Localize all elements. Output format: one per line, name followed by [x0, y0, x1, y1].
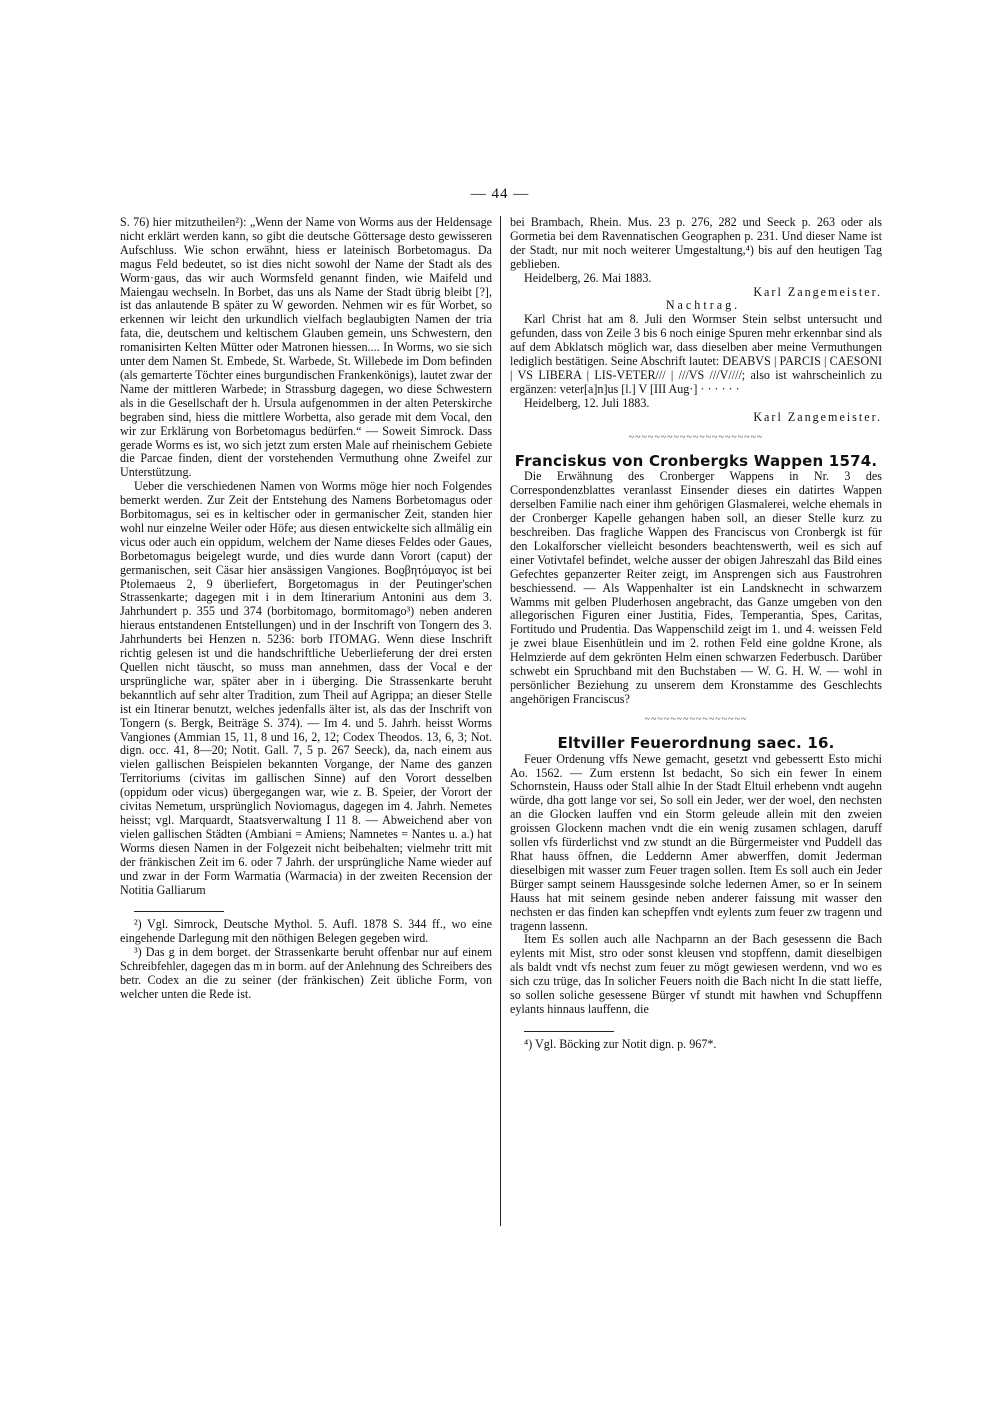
footnote: ³) Das g in dem borget. der Strassenkarte beruht offenbar nur auf einem Schreibfehler, dagegen das m in borm. auf der Anlehnung des Schreibers des betr. Codex an die zu seiner (der fränkischen) Zeit übliche Form, von welcher unten die Rede ist.	[120, 945, 492, 1001]
section-title: Eltviller Feuerordnung saec. 16.	[557, 733, 835, 752]
page-number: — 44 —	[470, 186, 530, 202]
paragraph: Ueber die verschiedenen Namen von Worms möge hier noch Folgendes bemerkt werden. Zur Zeit der Entstehung des Namens Borbetomagus oder Borbitomagus, sei es in keltischer oder in germanischer Zeit, standen hier wohl nur einzelne Weiler oder Höfe; aus diesen entwickelte sich allmälig ein vicus oder auch ein oppidum, welchem der Name dieses Feldes oder Gaues, Borbetomagus beigelegt wurde, und dies wurde dann Vorort (caput) der germanischen, seit Cäsar hier ansässigen Vangiones. Βοϱβητόμαγος ist bei Ptolemaeus 2, 9 überliefert, Borgetomagus in der Peutinger'schen Strassenkarte; dagegen mit i in dem Itinerarium Antonini aus dem 3. Jahrhundert p. 355 und 374 (borbitomago, bormitomago³) neben anderen hieraus entstandenen Entstellungen) und in der Inschrift von Tongern des 3. Jahrhunderts bei Henzen n. 5236: borb ITOMAG. Wenn diese Inschrift richtig gelesen ist und die handschriftliche Ueberlieferung der drei ersten Quellen nicht täuscht, so muss man annehmen, dass der Vocal e der ursprüngliche war, später aber in i überging. Die Strassenkarte beruht bekanntlich auf sehr alter Tradition, zum Theil auf Agrippa; an dieser Stelle ist ein Itinerar benutzt, welches jedenfalls älter ist, als das der Inschrift von Tongern (s. Bergk, Beiträge S. 374). — Im 4. und 5. Jahrh. heisst Worms Vangiones (Ammian 15, 11, 8 und 16, 2, 12; Codex Theodos. 13, 6, 3; Not. dign. occ. 41, 8—20; Notit. Gall. 7, 5 p. 267 Seeck), da, nach einem aus vielen gallischen Beispielen bekannten Vorgange, der Name des ganzen Territoriums (civitas im gallischen Sinne) auf den Vorort desselben (oppidum oder vicus) übergegangen war, wie z. B. Speier, der Vorort der civitas Nemetum, ursprünglich Noviomagus, dagegen im 4. Jahrh. Nemetes heisst; vgl. Marquardt, Staatsverwaltung I 11 8. — Abweichend aber von vielen gallischen Städten (Ambiani = Amiens; Namnetes = Nantes u. a.) hat Worms diesen Namen in der Folgezeit nicht beibehalten; vielmehr tritt mit der fränkischen Zeit im 6. oder 7 Jahrh. der ursprüngliche Name wieder auf und zwar in der Form Warmatia (Warmacia) in der zweiten Recension der Notitia Galliarum	[120, 479, 492, 897]
nachtrag-heading: Nachtrag.	[665, 298, 741, 313]
separator-ornament: ~~~~~~~~~~~~~~~~~~~~~	[628, 431, 764, 443]
footnote-rule	[134, 911, 224, 912]
dateline: Heidelberg, 26. Mai 1883.	[524, 270, 652, 285]
footnotes	[510, 1038, 882, 1052]
signature: Karl Zangemeister.	[753, 284, 882, 299]
footnote: ⁴) Vgl. Böcking zur Notit dign. p. 967*.	[524, 1036, 717, 1051]
paragraph: Die Erwähnung des Cronberger Wappens in Nr. 3 des Correspondenzblattes veranlasst Einsender dieses ein datirtes Wappen derselben Familie nach einer ihm gehörigen Glasmalerei, welche ehemals in der Cronberger Kapelle gehangen haben soll, an dieser Stelle kurz zu beschreiben. Das fragliche Wappen des Franciscus von Cronbergk ist für den Lokalforscher vielleicht besonders beachtenswerth, weil es sich auf einer Votivtafel befindet, welche ausser der obigen Jahreszahl das Bild eines Gefechtes gepanzerter Reiter zeigt, im Ansprengen sich aus Faustrohren beschiessend. — Als Wappenhalter ist ein Landsknecht in schwarzem Wamms mit gelben Pluderhosen angebracht, das Ganze umgeben von den allegorischen Figuren einer Justitia, Fides, Temperantia, Spes, Caritas, Fortitudo und Prudentia. Das Wappenschild zeigt im 1. und 4. weissen Feld je zwei blaue Eisenhütlein und im 2. rothen Feld eine goldne Krone, als Helmzierde auf dem gekrönten Helm einen schwarzen Federbusch. Darüber schwebt ein Spruchband mit den Buchstaben — W. G. H. W. — wohl in persönlicher Beziehung zu unserem dem Kronstamme des Geschlechts angehörigen Franciscus?	[510, 469, 882, 706]
footnote: ²) Vgl. Simrock, Deutsche Mythol. 5. Aufl. 1878 S. 344 ff., wo eine eingehende Darlegung mit den nöthigen Belegen gegeben wird.	[120, 917, 492, 946]
paragraph: bei Brambach, Rhein. Mus. 23 p. 276, 282 und Seeck p. 263 oder als Gormetia bei dem Ravennatischen Geographen p. 231. Und dieser Name ist der Stadt, nur mit noch weiterer Umgestaltung,⁴) bis auf den heutigen Tag geblieben.	[510, 215, 882, 271]
section-title: Franciskus von Cronbergks Wappen 1574.	[514, 451, 878, 470]
left-column	[120, 216, 492, 1002]
footnotes	[120, 918, 492, 1001]
paragraph: Karl Christ hat am 8. Juli den Wormser Stein selbst untersucht und gefunden, dass von Zeile 3 bis 6 noch einige Spuren mehr erkennbar sind als auf dem Abklatsch möglich war, dass dieselben aber meine Vermuthungen lediglich bestätigen. Seine Abschrift lautet: DEABVS | PARCIS | CAESONI | VS LIBERA | LIS-VETER/// | ///VS ///V////; also ist wahrscheinlich zu ergänzen: veter[a]n]us [l.] V [III Aug·] · · · · · ·	[510, 312, 882, 396]
separator-ornament: ~~~~~~~~~~~~~~~~	[644, 713, 748, 725]
right-column	[510, 216, 882, 1052]
paragraph: Feuer Ordenung vffs Newe gemacht, gesetzt vnd gebessertt Esto michi Ao. 1562. — Zum erstenn Ist bedacht, So sich ein fewer In einem Schornstein, Hauss oder Stall alhie In der Stadt Eltuil erhebenn vndt augehn würde, dha gott lange vor sei, So soll ein Jeder, wer der woel, den nechsten an die Glocken lauffen vnd ein Storm geleude allein mit den zweien groissen Glockenn machen vndt die ein wenig zusamen schlagen, daruff sollen vfs fürderlichst vnd zw stundt an die Bürgermeister vnd Puddell das Rhat hauss öffnen, die Leddernn Amer abwerffen, domit Jederman dieselbigen mit wasser zum Feuer tragen sollen. Item Es soll auch ein Jeder Bürger sampt seinem Haussgesinde solche ledernen Amer, so er In seinem Hauss hat mit seinem gesinde neben anderer faissung mit wasser den nechsten er das finden kan schepffen vndt eylents zum feuer zw tragenn und tragenn lassenn.	[510, 751, 882, 933]
column-divider	[500, 216, 501, 1226]
paragraph: Item Es sollen auch alle Nachparnn an der Bach gesessenn die Bach eylents mit Mist, stro oder sonst kleusen vnd stopffenn, damit dieselbigen als baldt vndt vfs nechst zum feuer zu mögt gewiesen werdenn, vnd wo es sich czu trüge, das In solicher Feuers noith die Bach nicht In die statt lieffe, so sollen soliche gesessene Bürger vf stundt mit hawhen vnd Schupffenn eylants hinnaus lauffenn, die	[510, 932, 882, 1016]
footnote-rule	[524, 1031, 614, 1032]
paragraph: S. 76) hier mitzutheilen²): „Wenn der Name von Worms aus der Heldensage nicht erklärt werden kann, so gibt die deutsche Göttersage desto gewisseren Aufschluss. Wie schon erwähnt, hiess er lateinisch Borbetomagus. Da magus Feld bedeutet, so ist dies nicht sowohl der Name der Stadt als des Worm·gaus, das wir auch Wormsfeld genannt finden, wie Maifeld und Maiengau wechseln. In Borbet, das uns als Name der Stadt übrig bleibt [?], ist das anlautende B später zu W geworden. Nehmen wir es für Worbet, so erkennen wir leicht den urkundlich vielfach beglaubigten Namen der tria fata, die, deutschem und keltischem Glauben gemein, uns Schwestern, den romanisirten Kelten Mütter oder Matronen hiessen.... In Worms, wo sie sich unter dem Namen St. Embede, St. Warbede, St. Willebede im Dom befinden (als gemarterte Töchter eines burgundischen Frankenkönigs), lautet zwar der Name der mittleren Warbede; in Strassburg dagegen, wo diese Schwestern als in die Gesellschaft der h. Ursula aufgenommen in der alten Peterskirche begraben sind, hiess die mittlere Worbetta, also gerade mit dem Vocal, den wir zur Erklärung von Borbetomagus bedürfen.“ — Soweit Simrock. Dass gerade Worms es ist, wo sich jetzt zum ersten Male auf rheinischem Gebiete die Parcae finden, dient der vorstehenden Vermuthung ohne Zweifel zur Unterstützung.	[120, 215, 492, 480]
dateline: Heidelberg, 12. Juli 1883.	[524, 395, 650, 410]
signature: Karl Zangemeister.	[753, 409, 882, 424]
